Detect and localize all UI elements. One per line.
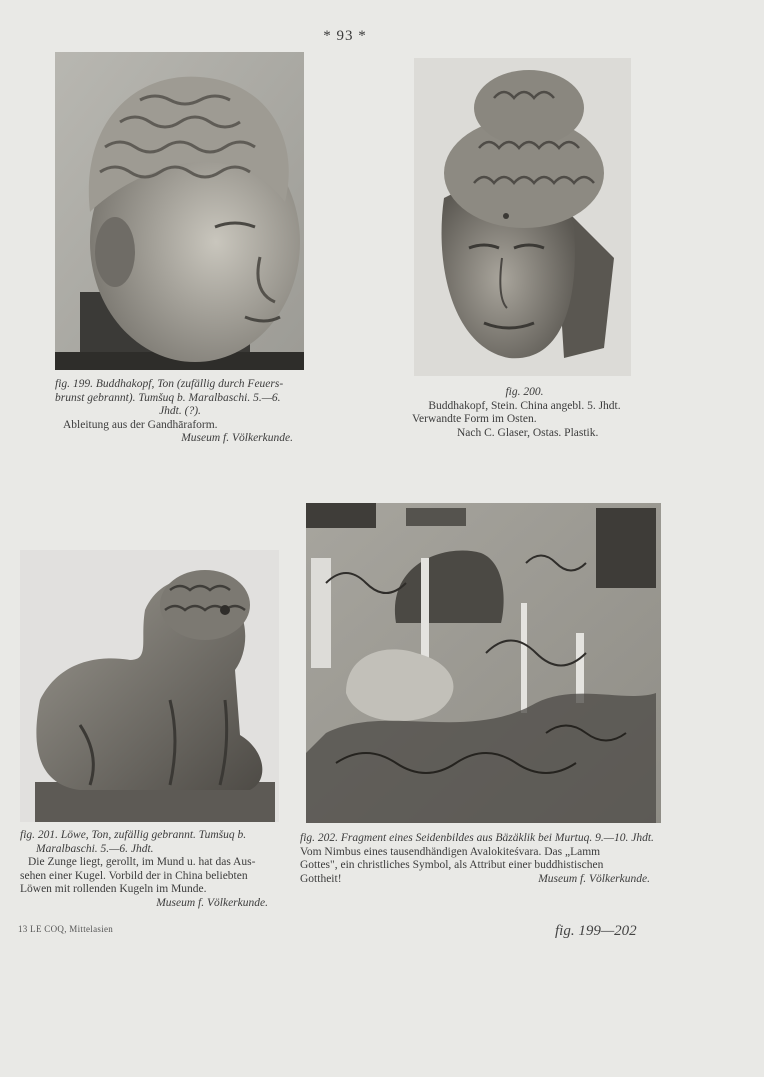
photo-fig-199-buddha-head-clay — [55, 52, 304, 370]
signature-mark: 13 LE COQ, Mittelasien — [18, 924, 114, 934]
caption-line: Buddhakopf, Stein. China angebl. 5. Jhdt. — [428, 399, 621, 412]
museum-credit: Museum f. Völkerkunde. — [181, 432, 293, 444]
photo-fig-201-clay-lion — [20, 550, 279, 822]
caption-line: Vom Nimbus eines tausendhändigen Avalokiteśvara. Das „Lamm — [300, 845, 601, 858]
caption-line: Nach C. Glaser, Ostas. Plastik. — [457, 426, 599, 439]
caption-line: Maralbaschi. 5.—6. Jhdt. — [36, 842, 154, 855]
photo-fig-200-buddha-head-stone — [414, 58, 631, 376]
caption-fig-200 — [412, 386, 637, 440]
caption-line: Die Zunge liegt, gerollt, im Mund u. hat das Aus- — [28, 856, 256, 868]
caption-line: Gottheit! — [300, 872, 342, 885]
museum-credit: Museum f. Völkerkunde. — [538, 872, 650, 885]
caption-line: Gottes", ein christliches Symbol, als Attribut einer buddhistischen — [300, 859, 604, 871]
figure-range-label: fig. 199—202 — [555, 923, 637, 939]
caption-line: Löwen mit rollenden Kugeln im Munde. — [20, 883, 207, 895]
figure-label: fig. 200. — [505, 386, 544, 398]
caption-line: Verwandte Form im Osten. — [412, 413, 537, 425]
caption-line: Ableitung aus der Gandhāraform. — [63, 418, 218, 431]
caption-line: fig. 201. Löwe, Ton, zufällig gebrannt. Tumšuq b. — [20, 829, 247, 841]
caption-fig-201 — [20, 829, 282, 910]
caption-fig-199 — [55, 378, 305, 446]
page-number: * 93 * — [323, 28, 367, 44]
museum-credit: Museum f. Völkerkunde. — [156, 896, 268, 909]
caption-line: Jhdt. (?). — [159, 405, 201, 417]
caption-line: fig. 202. Fragment eines Seidenbildes aus Bäzäklik bei Murtuq. 9.—10. Jhdt. — [300, 832, 654, 844]
caption-line: fig. 199. Buddhakopf, Ton (zufällig durch Feuers- — [55, 378, 284, 390]
caption-line: brunst gebrannt). Tumšuq b. Maralbaschi. 5.—6. — [55, 391, 281, 404]
caption-line: sehen einer Kugel. Vorbild der in China beliebten — [20, 869, 248, 882]
photo-fig-202-silk-painting-fragment — [306, 503, 661, 823]
caption-fig-202 — [300, 832, 664, 886]
